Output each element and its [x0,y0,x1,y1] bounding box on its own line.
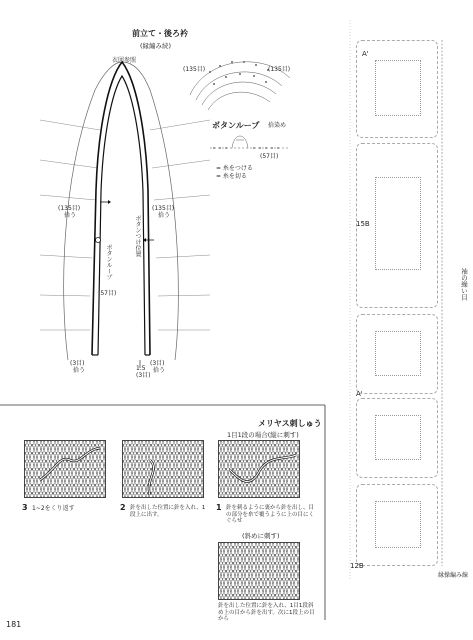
loop-chart-note: 拾染め [268,122,287,129]
right-pickup-label: 拾う [158,212,171,219]
button-position-vertical: ボタンつけ位置 [134,215,141,257]
collar-title: 前立て・後ろ衿 [132,29,188,38]
step1-text: 針を刺るように裏から針を出し、目の部分を糸で覆うように上の目にくぐらせ [226,505,315,525]
left-pickup-label: 拾う [64,212,77,219]
diagonal-heading: (斜めに刺す) [242,532,280,540]
loop-legend-attach: = 糸をつける [216,165,253,172]
bottom-left-count: (57目) [98,290,117,297]
edging-note: 縁操編み線 [438,572,469,579]
step3-text: 1~2をくり返す [32,505,75,512]
motif-label-a2: A' [356,390,363,398]
motif-label-15b: 15B [356,220,370,228]
corner-left-count: (135目) [183,66,206,73]
bottom-left-pickup-label: 拾う [73,367,86,374]
swatch-diagonal [218,542,300,600]
embroidery-title: メリヤス刺しゅう [258,419,322,428]
button-loop-vertical: ボタンループ [105,244,112,280]
loop-chart-title: ボタンループ [212,121,260,130]
bottom-left-pickup-count: (3目) [70,360,85,367]
left-pickup-count: (135目) [58,205,81,212]
center-back-note: 衣図参照 [112,57,137,64]
right-pickup-count: (135目) [152,205,175,212]
step2-number: 2 [120,503,126,512]
motif-label-a1: A' [362,50,369,58]
bottom-mid-size: 1.5 [136,365,146,372]
step2-text: 針を出した位置に針を入れ、1段上に出す。 [130,505,206,518]
loop-legend-cut: = 糸を切る [216,173,247,180]
diagonal-text: 針を出した位置に針を入れ、1目1段斜め上の目から針を出す。次に1段上の目から [218,603,315,623]
page-number: 181 [6,620,22,629]
bottom-right-pickup-count: (3目) [150,360,165,367]
embroidery-step-heading: 1目1段の場合(縦に刺す) [227,431,299,439]
step3-number: 3 [22,503,28,512]
motif-label-12b: 12B [350,562,364,570]
loop-chart-count: (57目) [260,153,279,160]
sleeve-seam-title: 袖の繰い目 [460,268,468,301]
collar-subtitle: (縁編み続) [140,42,172,50]
step1-number: 1 [216,503,222,512]
bottom-mid-count: (3目) [136,372,151,379]
corner-right-count: (135目) [268,66,291,73]
bottom-right-pickup-label: 拾う [153,367,166,374]
